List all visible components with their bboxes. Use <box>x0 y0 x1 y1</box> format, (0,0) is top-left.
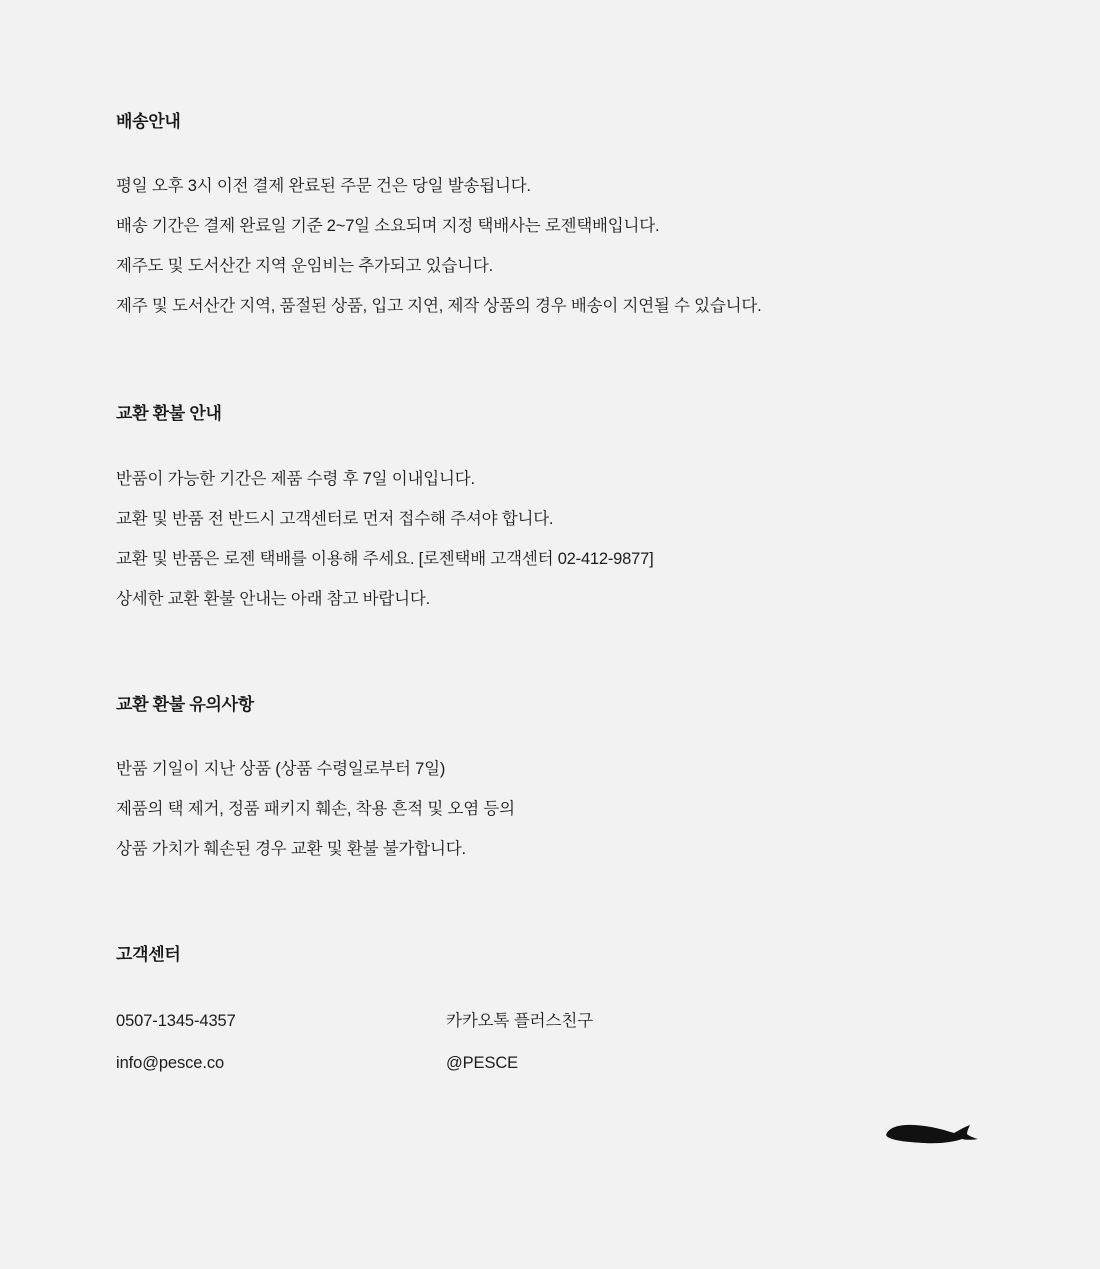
section-spacer <box>116 619 1016 695</box>
kakao-channel-label: 카카오톡 플러스친구 <box>446 1011 594 1030</box>
customer-service-email[interactable]: info@pesce.co <box>116 1053 225 1072</box>
policy-line: 교환 및 반품은 로젠 택배를 이용해 주세요. [로젠택배 고객센터 02-412-9877] <box>116 549 654 568</box>
policy-line: 제주도 및 도서산간 지역 운임비는 추가되고 있습니다. <box>116 257 493 276</box>
policy-line: 반품 기일이 지난 상품 (상품 수령일로부터 7일) <box>116 760 446 779</box>
whale-icon <box>884 1122 980 1148</box>
section-exchange-refund-notes <box>116 695 1016 869</box>
section-title-customer-service: 고객센터 <box>116 945 181 965</box>
policy-line: 상품 가치가 훼손된 경우 교환 및 환불 불가합니다. <box>116 840 466 859</box>
section-delivery-info <box>116 112 1016 326</box>
policy-line: 반품이 가능한 기간은 제품 수령 후 7일 이내입니다. <box>116 469 475 488</box>
section-body-delivery <box>116 166 1016 326</box>
policy-line: 제품의 택 제거, 정품 패키지 훼손, 착용 흔적 및 오염 등의 <box>116 800 515 819</box>
customer-service-contact-column <box>116 1000 446 1084</box>
section-body-exchange-refund-notes <box>116 749 1016 869</box>
customer-service-kakao-column <box>446 1000 776 1084</box>
policy-line: 배송 기간은 결제 완료일 기준 2~7일 소요되며 지정 택배사는 로젠택배입니다. <box>116 217 660 236</box>
section-spacer <box>116 326 1016 404</box>
policy-line: 상세한 교환 환불 안내는 아래 참고 바랍니다. <box>116 589 430 608</box>
section-title-delivery: 배송안내 <box>116 112 181 131</box>
section-title-exchange-refund: 교환 환불 안내 <box>116 404 222 424</box>
section-exchange-refund-info <box>116 404 1016 618</box>
section-body-exchange-refund <box>116 459 1016 619</box>
policy-line: 교환 및 반품 전 반드시 고객센터로 먼저 접수해 주셔야 합니다. <box>116 509 554 528</box>
policy-line: 제주 및 도서산간 지역, 품절된 상품, 입고 지연, 제작 상품의 경우 배송이 지연될 수 있습니다. <box>116 297 762 316</box>
policy-content <box>116 112 1016 1084</box>
policy-line: 평일 오후 3시 이전 결제 완료된 주문 건은 당일 발송됩니다. <box>116 177 531 196</box>
customer-service-columns <box>116 1000 1016 1084</box>
section-spacer <box>116 869 1016 945</box>
section-customer-service <box>116 945 1016 1083</box>
customer-service-phone[interactable]: 0507-1345-4357 <box>116 1011 236 1030</box>
section-title-exchange-refund-notes: 교환 환불 유의사항 <box>116 694 254 714</box>
kakao-channel-id[interactable]: @PESCE <box>446 1053 519 1072</box>
